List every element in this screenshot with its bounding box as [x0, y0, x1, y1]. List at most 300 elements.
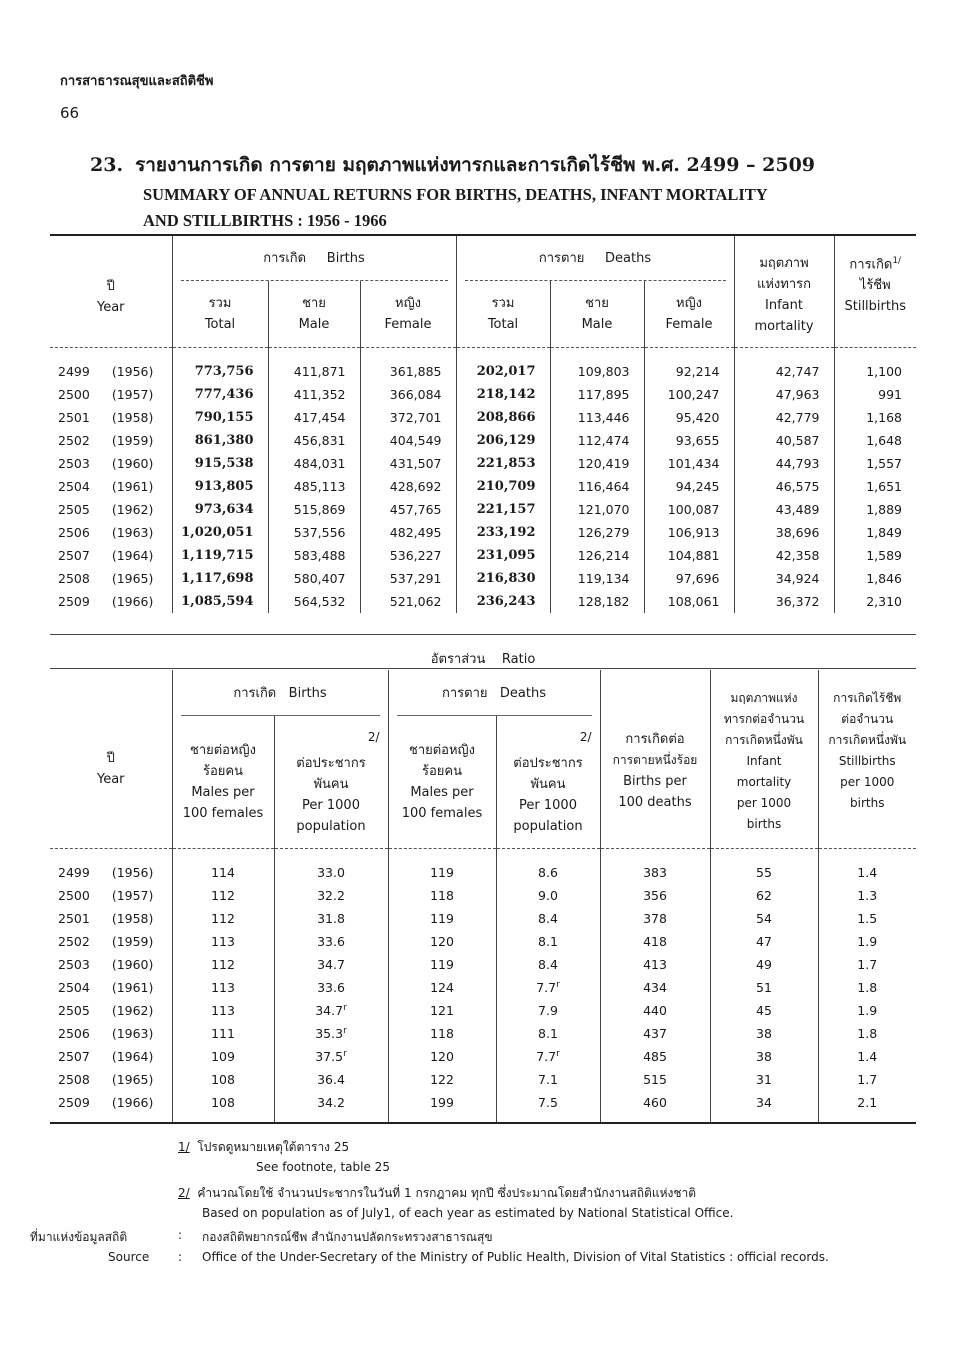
year-ad: (1961): [111, 479, 154, 494]
birth-rate-cell: [274, 849, 388, 885]
births-female-cell: 361,885: [360, 348, 456, 384]
infant-mortality-rate-cell: 54: [710, 907, 818, 930]
deaths-total-cell: 202,017: [456, 348, 550, 384]
year-cell: [50, 999, 172, 1022]
infant-mortality-rate-cell: 62: [710, 884, 818, 907]
birth-rate-cell: [274, 999, 388, 1022]
deaths-male-cell: 121,070: [550, 498, 644, 521]
year-header-2: [50, 670, 172, 848]
deaths-males-per-females-cell: 118: [388, 1022, 496, 1045]
male-th: ชาย: [302, 296, 326, 311]
death-rate-cell: [496, 849, 600, 885]
inf-th2: ทารกต่อจำนวน: [723, 711, 805, 726]
year-cell: [50, 406, 172, 429]
infant-mortality-rate-cell: 55: [710, 849, 818, 885]
year-ad: (1960): [111, 456, 154, 471]
deaths-ratio-group-header: [388, 670, 600, 716]
infant-en1: Infant: [765, 297, 803, 313]
infant-mortality-rate-cell: 34: [710, 1091, 818, 1123]
death-rate-cell: [496, 999, 600, 1022]
male-en: Male: [581, 317, 613, 332]
stillbirth-rate-cell: 1.5: [818, 907, 916, 930]
births-per-deaths-cell: 460: [600, 1091, 710, 1123]
year-ad: (1959): [111, 934, 154, 949]
deaths-total-cell: 221,853: [456, 452, 550, 475]
footnote-2-en: Based on population as of July1, of each year as estimated by National Statistical Office.: [202, 1206, 734, 1220]
table-row: [50, 907, 916, 930]
births-male-cell: 537,556: [268, 521, 360, 544]
births-group-header: [172, 235, 456, 281]
birth-rate-value: 37.5: [315, 1049, 344, 1065]
infant-mortality-rate-cell: 31: [710, 1068, 818, 1091]
deaths-male-cell: 113,446: [550, 406, 644, 429]
total-th: รวม: [208, 296, 232, 311]
table-row: [50, 884, 916, 907]
births-male-cell: 580,407: [268, 567, 360, 590]
birth-rate-value: 34.2: [317, 1095, 345, 1111]
year-cell: [50, 348, 172, 384]
stillbirth-rate-header: [818, 670, 916, 848]
mpf-th1: ชายต่อหญิง: [190, 743, 256, 758]
table-row: [50, 976, 916, 999]
table-row: [50, 953, 916, 976]
death-rate-value: 9.0: [538, 888, 558, 904]
revised-mark: r: [343, 1048, 347, 1059]
table-row: [50, 1045, 916, 1068]
deaths-males-per-females-cell: 199: [388, 1091, 496, 1123]
table-row: [50, 348, 916, 384]
sb-th3: การเกิดหนึ่งพัน: [828, 732, 907, 747]
stillbirths-cell: 1,648: [834, 429, 916, 452]
year-ad: (1964): [111, 1049, 154, 1064]
births-female-header: [360, 281, 456, 347]
male-en: Male: [298, 317, 330, 332]
ratio-section-label: [0, 648, 966, 669]
year-ad: (1960): [111, 957, 154, 972]
birth-rate-value: 33.6: [317, 980, 345, 996]
year-cell: [50, 567, 172, 590]
death-rate-value: 7.5: [538, 1095, 558, 1111]
births-males-per-females-cell: 112: [172, 907, 274, 930]
year-ad: (1963): [111, 525, 154, 540]
revised-mark: r: [343, 1002, 347, 1013]
ratio-en: Ratio: [501, 652, 536, 667]
table-row: [50, 1068, 916, 1091]
bpd-th2: การตายหนึ่งร้อย: [612, 753, 698, 767]
source-th-colon: :: [178, 1228, 183, 1242]
birth-rate-cell: [274, 953, 388, 976]
deaths-males-per-females-cell: 118: [388, 884, 496, 907]
births-female-cell: 482,495: [360, 521, 456, 544]
births-en: Births: [326, 251, 365, 266]
bpd-th1: การเกิดต่อ: [625, 732, 685, 747]
female-en: Female: [665, 317, 713, 332]
year-ad: (1965): [111, 571, 154, 586]
year-be: 2503: [58, 456, 90, 471]
deaths-female-cell: 95,420: [644, 406, 734, 429]
year-ad: (1956): [111, 364, 154, 379]
birth-rate-value: 33.0: [317, 865, 345, 881]
page-number: 66: [60, 104, 80, 122]
births-male-cell: 484,031: [268, 452, 360, 475]
stillbirth-rate-cell: 1.8: [818, 976, 916, 999]
infant-mortality-cell: 42,779: [734, 406, 834, 429]
table-row: [50, 544, 916, 567]
stillbirth-rate-cell: 1.9: [818, 999, 916, 1022]
year-cell: [50, 1045, 172, 1068]
year-be: 2499: [58, 865, 90, 880]
mpf-en1: Males per: [191, 785, 255, 800]
deaths-males-per-females-cell: 121: [388, 999, 496, 1022]
deaths-female-cell: 100,087: [644, 498, 734, 521]
deaths-males-per-females-cell: 120: [388, 1045, 496, 1068]
year-be: 2507: [58, 1049, 90, 1064]
deaths-en: Deaths: [605, 251, 652, 266]
ppop-en1: Per 1000: [302, 798, 360, 814]
births-total-cell: 915,538: [172, 452, 268, 475]
year-be: 2500: [58, 387, 90, 402]
year-header: [50, 235, 172, 347]
infant-mortality-cell: 44,793: [734, 452, 834, 475]
year-be: 2508: [58, 571, 90, 586]
mpf-th2: ร้อยคน: [203, 764, 243, 779]
births-males-per-females-header: [172, 716, 274, 848]
births-female-cell: 537,291: [360, 567, 456, 590]
still-th1: การเกิด: [849, 257, 893, 273]
footnote-2-mark: 2/: [178, 1186, 190, 1200]
births-male-cell: 411,352: [268, 383, 360, 406]
source-th: กองสถิติพยากรณ์ชีพ สำนักงานปลัดกระทรวงสาธารณสุข: [202, 1230, 493, 1244]
infant-mortality-rate-cell: 51: [710, 976, 818, 999]
births-males-per-females-cell: 112: [172, 953, 274, 976]
birth-rate-cell: [274, 907, 388, 930]
births-males-per-females-cell: 111: [172, 1022, 274, 1045]
births-males-per-females-cell: 113: [172, 930, 274, 953]
births-th-2: การเกิด: [233, 685, 277, 701]
infant-mortality-rate-cell: 45: [710, 999, 818, 1022]
births-males-per-females-cell: 109: [172, 1045, 274, 1068]
footnote-mark-1: 1/: [892, 255, 902, 266]
year-be: 2500: [58, 888, 90, 903]
table-row: [50, 999, 916, 1022]
births-male-cell: 564,532: [268, 590, 360, 613]
title-english-line2: AND STILLBIRTHS : 1956 - 1966: [143, 211, 387, 230]
inf-th3: การเกิดหนึ่งพัน: [725, 732, 803, 747]
year-cell: [50, 849, 172, 885]
stillbirth-rate-cell: 1.4: [818, 849, 916, 885]
deaths-group-header: [456, 235, 734, 281]
year-cell: [50, 521, 172, 544]
birth-rate-value: 34.7: [315, 1003, 344, 1019]
infant-mortality-cell: 38,696: [734, 521, 834, 544]
year-cell: [50, 1022, 172, 1045]
table-row: [50, 590, 916, 613]
death-rate-value: 8.1: [538, 934, 558, 950]
table-row: [50, 383, 916, 406]
source-th-label: ที่มาแห่งข้อมูลสถิติ: [30, 1230, 128, 1244]
deaths-male-cell: 117,895: [550, 383, 644, 406]
year-ad: (1958): [111, 911, 154, 926]
stillbirths-cell: 1,100: [834, 348, 916, 384]
year-cell: [50, 976, 172, 999]
mpf-th2: ร้อยคน: [422, 764, 462, 779]
births-male-cell: 485,113: [268, 475, 360, 498]
year-be: 2509: [58, 594, 90, 609]
title-english-line1: SUMMARY OF ANNUAL RETURNS FOR BIRTHS, DEATHS, INFANT MORTALITY: [143, 185, 768, 204]
year-ad: (1962): [111, 502, 154, 517]
year-ad: (1966): [111, 594, 154, 609]
year-cell: [50, 884, 172, 907]
births-per-deaths-cell: 437: [600, 1022, 710, 1045]
infant-mortality-rate-header: [710, 670, 818, 848]
source-en-label: Source: [108, 1250, 150, 1264]
deaths-males-per-females-cell: 120: [388, 930, 496, 953]
vital-ratios-table: [50, 670, 916, 1124]
ppop-en2: population: [296, 819, 366, 835]
births-males-per-females-cell: 108: [172, 1068, 274, 1091]
year-be: 2507: [58, 548, 90, 563]
male-th: ชาย: [585, 296, 609, 311]
inf-en2: mortality: [736, 774, 792, 789]
births-male-cell: 515,869: [268, 498, 360, 521]
year-be: 2506: [58, 1026, 90, 1041]
birth-rate-value: 34.7: [317, 957, 345, 973]
year-en-2: Year: [96, 772, 125, 787]
year-be: 2504: [58, 980, 90, 995]
infant-mortality-cell: 47,963: [734, 383, 834, 406]
deaths-male-cell: 126,214: [550, 544, 644, 567]
death-rate-cell: [496, 1091, 600, 1123]
deaths-total-header: [456, 281, 550, 347]
total-en: Total: [204, 317, 236, 332]
births-th: การเกิด: [263, 251, 307, 266]
infant-mortality-cell: 40,587: [734, 429, 834, 452]
births-per-deaths-cell: 378: [600, 907, 710, 930]
year-be: 2501: [58, 410, 90, 425]
deaths-males-per-females-cell: 119: [388, 953, 496, 976]
births-males-per-females-cell: 114: [172, 849, 274, 885]
stillbirth-rate-cell: 1.3: [818, 884, 916, 907]
deaths-total-cell: 231,095: [456, 544, 550, 567]
birth-rate-cell: [274, 884, 388, 907]
death-rate-value: 8.4: [538, 957, 558, 973]
inf-en4: births: [746, 816, 782, 831]
infant-mortality-cell: 42,358: [734, 544, 834, 567]
sb-en2: per 1000: [840, 774, 895, 789]
births-total-header: [172, 281, 268, 347]
table-row: [50, 521, 916, 544]
stillbirths-cell: 1,846: [834, 567, 916, 590]
death-rate-value: 8.1: [538, 1026, 558, 1042]
births-female-cell: 521,062: [360, 590, 456, 613]
infant-en2: mortality: [754, 318, 814, 334]
births-male-cell: 417,454: [268, 406, 360, 429]
sb-en1: Stillbirths: [838, 753, 896, 768]
stillbirths-cell: 1,889: [834, 498, 916, 521]
deaths-total-cell: 218,142: [456, 383, 550, 406]
year-be: 2505: [58, 1003, 90, 1018]
deaths-total-cell: 233,192: [456, 521, 550, 544]
births-male-cell: 411,871: [268, 348, 360, 384]
births-males-per-females-cell: 113: [172, 999, 274, 1022]
births-total-cell: 1,119,715: [172, 544, 268, 567]
birth-rate-header: [274, 716, 388, 848]
inf-en3: per 1000: [736, 795, 792, 810]
mpf-th1: ชายต่อหญิง: [409, 743, 475, 758]
table-row: [50, 406, 916, 429]
table-row: [50, 452, 916, 475]
deaths-males-per-females-cell: 119: [388, 907, 496, 930]
births-per-deaths-header: [600, 670, 710, 848]
revised-mark: r: [556, 1048, 560, 1059]
stillbirths-cell: 1,168: [834, 406, 916, 429]
deaths-en-2: Deaths: [499, 685, 546, 701]
births-per-deaths-cell: 413: [600, 953, 710, 976]
year-cell: [50, 1091, 172, 1123]
death-rate-value: 7.1: [538, 1072, 558, 1088]
deaths-th: การตาย: [538, 251, 585, 266]
death-rate-value: 7.7: [536, 980, 557, 996]
infant-mortality-header: [734, 235, 834, 347]
deaths-female-cell: 97,696: [644, 567, 734, 590]
births-total-cell: 777,436: [172, 383, 268, 406]
death-rate-cell: [496, 1022, 600, 1045]
revised-mark: r: [556, 979, 560, 990]
deaths-males-per-females-header: [388, 716, 496, 848]
stillbirth-rate-cell: 1.4: [818, 1045, 916, 1068]
birth-rate-cell: [274, 1022, 388, 1045]
table-row: [50, 1091, 916, 1123]
year-be: 2508: [58, 1072, 90, 1087]
source-en: Office of the Under-Secretary of the Ministry of Public Health, Division of Vital Statistics : official records.: [202, 1250, 829, 1264]
births-per-deaths-cell: 434: [600, 976, 710, 999]
deaths-female-cell: 108,061: [644, 590, 734, 613]
year-ad: (1964): [111, 548, 154, 563]
year-be: 2504: [58, 479, 90, 494]
stillbirth-rate-cell: 1.9: [818, 930, 916, 953]
year-cell: [50, 498, 172, 521]
births-ratio-group-header: [172, 670, 388, 716]
deaths-female-cell: 94,245: [644, 475, 734, 498]
year-cell: [50, 383, 172, 406]
stillbirth-rate-cell: 2.1: [818, 1091, 916, 1123]
ppop-en1: Per 1000: [519, 798, 577, 814]
infant-mortality-cell: 36,372: [734, 590, 834, 613]
death-rate-value: 8.4: [538, 911, 558, 927]
births-female-cell: 431,507: [360, 452, 456, 475]
year-be: 2501: [58, 911, 90, 926]
births-per-deaths-cell: 356: [600, 884, 710, 907]
mpf-en2: 100 females: [401, 806, 483, 821]
stillbirths-cell: 1,651: [834, 475, 916, 498]
year-cell: [50, 1068, 172, 1091]
birth-rate-value: 32.2: [317, 888, 345, 904]
births-female-cell: 404,549: [360, 429, 456, 452]
deaths-female-cell: 104,881: [644, 544, 734, 567]
year-ad: (1963): [111, 1026, 154, 1041]
birth-rate-cell: [274, 976, 388, 999]
birth-rate-cell: [274, 1045, 388, 1068]
ppop-en2: population: [513, 819, 583, 835]
bpd-en1: Births per: [623, 774, 687, 789]
infant-mortality-rate-cell: 38: [710, 1022, 818, 1045]
death-rate-cell: [496, 930, 600, 953]
births-per-deaths-cell: 383: [600, 849, 710, 885]
ratio-rule-bottom: [50, 668, 916, 669]
footnote-1-th: [178, 1138, 349, 1157]
deaths-female-cell: 93,655: [644, 429, 734, 452]
deaths-male-cell: 112,474: [550, 429, 644, 452]
death-rate-cell: [496, 976, 600, 999]
ppop-th2: พันคน: [313, 777, 349, 793]
year-cell: [50, 930, 172, 953]
table-number: 23.: [90, 154, 124, 176]
births-per-deaths-cell: 440: [600, 999, 710, 1022]
deaths-th-2: การตาย: [441, 685, 488, 701]
footnote-mark-2: 2/: [367, 729, 380, 744]
year-cell: [50, 544, 172, 567]
table-title-thai: [90, 150, 815, 180]
female-th: หญิง: [676, 296, 702, 311]
source-en-colon: :: [178, 1250, 183, 1264]
infant-mortality-rate-cell: 47: [710, 930, 818, 953]
infant-mortality-cell: 46,575: [734, 475, 834, 498]
deaths-male-cell: 126,279: [550, 521, 644, 544]
births-male-header: [268, 281, 360, 347]
birth-rate-cell: [274, 930, 388, 953]
stillbirths-header: [834, 235, 916, 347]
running-head: การสาธารณสุขและสถิติชีพ: [60, 74, 214, 89]
deaths-total-cell: 236,243: [456, 590, 550, 613]
deaths-female-cell: 92,214: [644, 348, 734, 384]
death-rate-value: 7.7: [536, 1049, 557, 1065]
year-th-2: ปี: [106, 751, 115, 766]
death-rate-cell: [496, 953, 600, 976]
deaths-total-cell: 206,129: [456, 429, 550, 452]
table-row: [50, 567, 916, 590]
inf-en1: Infant: [746, 753, 782, 768]
stillbirths-cell: 1,557: [834, 452, 916, 475]
deaths-total-cell: 221,157: [456, 498, 550, 521]
table-row: [50, 1022, 916, 1045]
year-header-en: Year: [96, 299, 125, 315]
year-ad: (1966): [111, 1095, 154, 1110]
deaths-female-header: [644, 281, 734, 347]
births-males-per-females-cell: 108: [172, 1091, 274, 1123]
stillbirths-cell: 1,849: [834, 521, 916, 544]
births-male-cell: 583,488: [268, 544, 360, 567]
table-row: [50, 849, 916, 885]
year-be: 2499: [58, 364, 90, 379]
births-total-cell: 773,756: [172, 348, 268, 384]
births-total-cell: 973,634: [172, 498, 268, 521]
year-be: 2502: [58, 934, 90, 949]
table-row: [50, 498, 916, 521]
deaths-male-header: [550, 281, 644, 347]
ppop-th2: พันคน: [530, 777, 566, 793]
death-rate-value: 8.6: [538, 865, 558, 881]
vital-counts-table: [50, 234, 916, 613]
births-male-cell: 456,831: [268, 429, 360, 452]
infant-th2: แห่งทารก: [756, 276, 812, 292]
mpf-en1: Males per: [410, 785, 474, 800]
table-row: [50, 475, 916, 498]
ppop-th1: ต่อประชากร: [513, 756, 583, 772]
year-ad: (1961): [111, 980, 154, 995]
births-total-cell: 861,380: [172, 429, 268, 452]
year-ad: (1959): [111, 433, 154, 448]
deaths-total-cell: 208,866: [456, 406, 550, 429]
